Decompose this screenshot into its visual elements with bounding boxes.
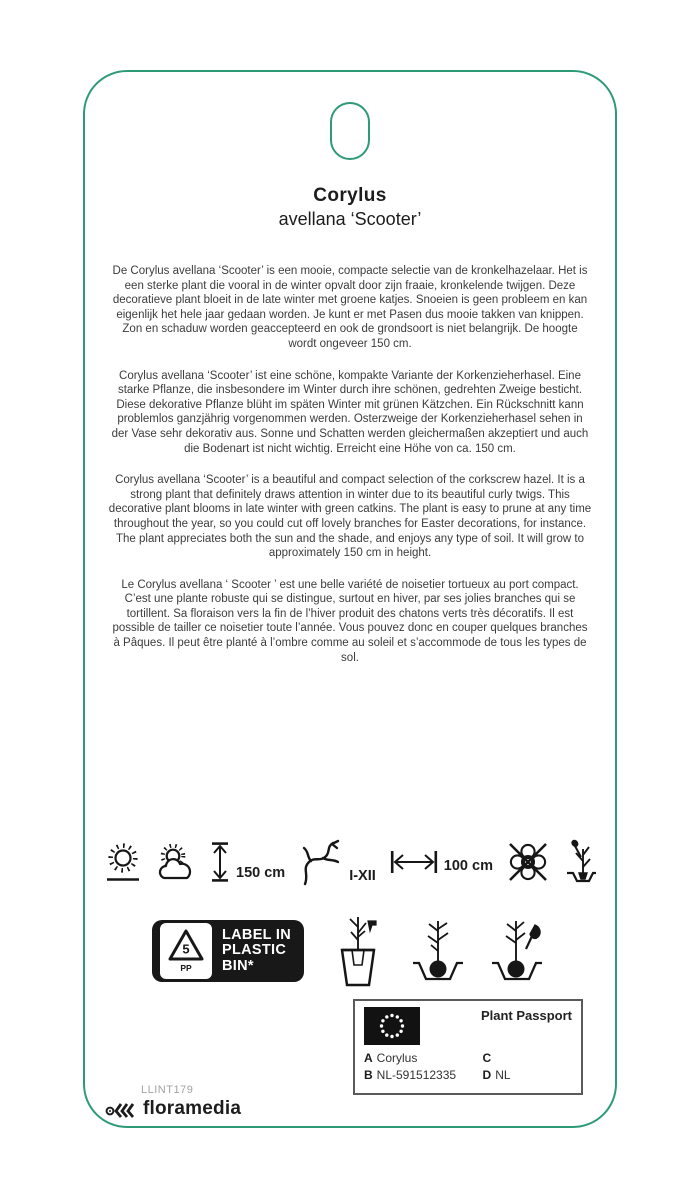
floramedia-brand-name: floramedia <box>143 1098 242 1119</box>
no-flower-icon <box>506 840 550 884</box>
passport-field-b: B NL-591512335 <box>364 1068 457 1082</box>
decoration-twigs-spec <box>298 838 376 886</box>
width-spec <box>389 848 493 876</box>
label-print-code: LLINT179 <box>141 1084 194 1096</box>
floramedia-logo-icon <box>105 1099 139 1119</box>
plant-passport-header <box>364 1007 572 1045</box>
description-german: Corylus avellana ‘Scooter’ ist eine schöne, kompakte Variante der Korkenzieherhasel. Eine starke Pflanze, die insbesondere im Winter durch ihre schönen, gedrehten Zweige besticht. Diese dekorative Pflanze blüht im späten Winter mit grünen Kätzchen. Ein Rückschnitt kann problemlos ganzjährig vorgenommen werden. Osterzweige der Korkenzieherhasel sehen in der Vase sehr dekorativ aus. Sonne und Schatten werden gleichermaßen akzeptiert und auch die Bodenart ist nicht wichtig. Erreicht eine Höhe von ca. 150 cm. <box>111 369 589 455</box>
hang-hole-punch <box>330 102 370 160</box>
planting-icon <box>563 839 597 885</box>
plant-cultivar-subtitle: avellana ‘Scooter’ <box>278 208 422 229</box>
plant-genus-title: Corylus <box>313 185 387 206</box>
plant-with-trowel-icon <box>490 917 548 989</box>
eu-flag-icon <box>364 1007 420 1045</box>
plant-passport-box <box>353 999 583 1095</box>
label-in-plastic-bin-badge <box>152 920 304 982</box>
soak-plant-in-bucket-icon <box>330 913 386 989</box>
description-dutch: De Corylus avellana ‘Scooter’ is een mooie, compacte selectie van de kronkelhazelaar. Het is een sterke plant die vooral in de winter opvalt door zijn fraaie, kronkelende twijgen. Deze decoratieve plant bloeit in de late winter met groene katjes. Snoeien is geen probleem en kan eigenlijk het hele jaar gedaan worden. Je kunt er met Pasen dus mooie takken van knippen. Zon en schaduw worden geaccepteerd en ook de grondsoort is niet belangrijk. De hoogte wordt ongeveer 150 cm. <box>112 265 588 350</box>
passport-field-c: C <box>482 1051 492 1065</box>
plant-label-card <box>83 70 617 1128</box>
height-value-label: 150 cm <box>236 865 286 881</box>
rootball-in-hole-icon <box>410 917 466 989</box>
passport-field-d: D NL <box>482 1068 511 1082</box>
description-french: Le Corylus avellana ‘ Scooter ’ est une belle variété de noisetier tortueux au port compact. C’est une plante robuste qui se distingue, surtout en hiver, par ses jolies branches qui se tortillent. Sa floraison vers la fin de l’hiver produit des chatons verts très décoratifs. Il est possible de tailler ce noisetier toute l’année. Vous pouvez donc en couper quelques branches à Pâques. Il peut être planté à l’ombre comme au soleil et s’accommode de tous les types de sol. <box>112 578 588 664</box>
full-sun-icon <box>103 841 143 883</box>
recycling-pp5-icon <box>160 923 212 979</box>
badge-line-2: PLASTIC <box>222 942 287 959</box>
care-icon-row <box>95 832 605 892</box>
badge-text <box>222 928 291 975</box>
plant-name-block <box>85 184 615 230</box>
planting-steps-icons <box>330 913 548 989</box>
height-spec <box>209 841 285 883</box>
disposal-and-planting-row <box>85 908 615 994</box>
partial-shade-icon <box>156 841 196 883</box>
badge-line-1: LABEL IN <box>222 926 291 943</box>
recycle-number-text: 5 <box>182 941 190 957</box>
plant-passport-fields <box>364 1051 572 1082</box>
months-value-label: I-XII <box>349 868 376 884</box>
plant-passport-title: Plant Passport <box>480 1008 572 1023</box>
floramedia-brand <box>105 1098 241 1120</box>
passport-field-a: A Corylus <box>364 1051 418 1065</box>
width-value-label: 100 cm <box>443 858 493 874</box>
svg-text:PP: PP <box>180 963 192 973</box>
description-english: Corylus avellana ‘Scooter’ is a beautiful and compact selection of the corkscrew hazel. It is a strong plant that definitely draws attention in winter due to its beautiful curly twigs. This decorative plant blooms in late winter with green catkins. The plant is easy to prune at any time throughout the year, so you could cut off lovely branches for Easter decorations, for instance. The plant appreciates both the sun and the shade, and enjoys any type of soil. It will grow to approximately 150 cm in height. <box>108 474 592 560</box>
badge-line-3: BIN* <box>222 957 254 974</box>
description-paragraphs <box>108 264 592 682</box>
